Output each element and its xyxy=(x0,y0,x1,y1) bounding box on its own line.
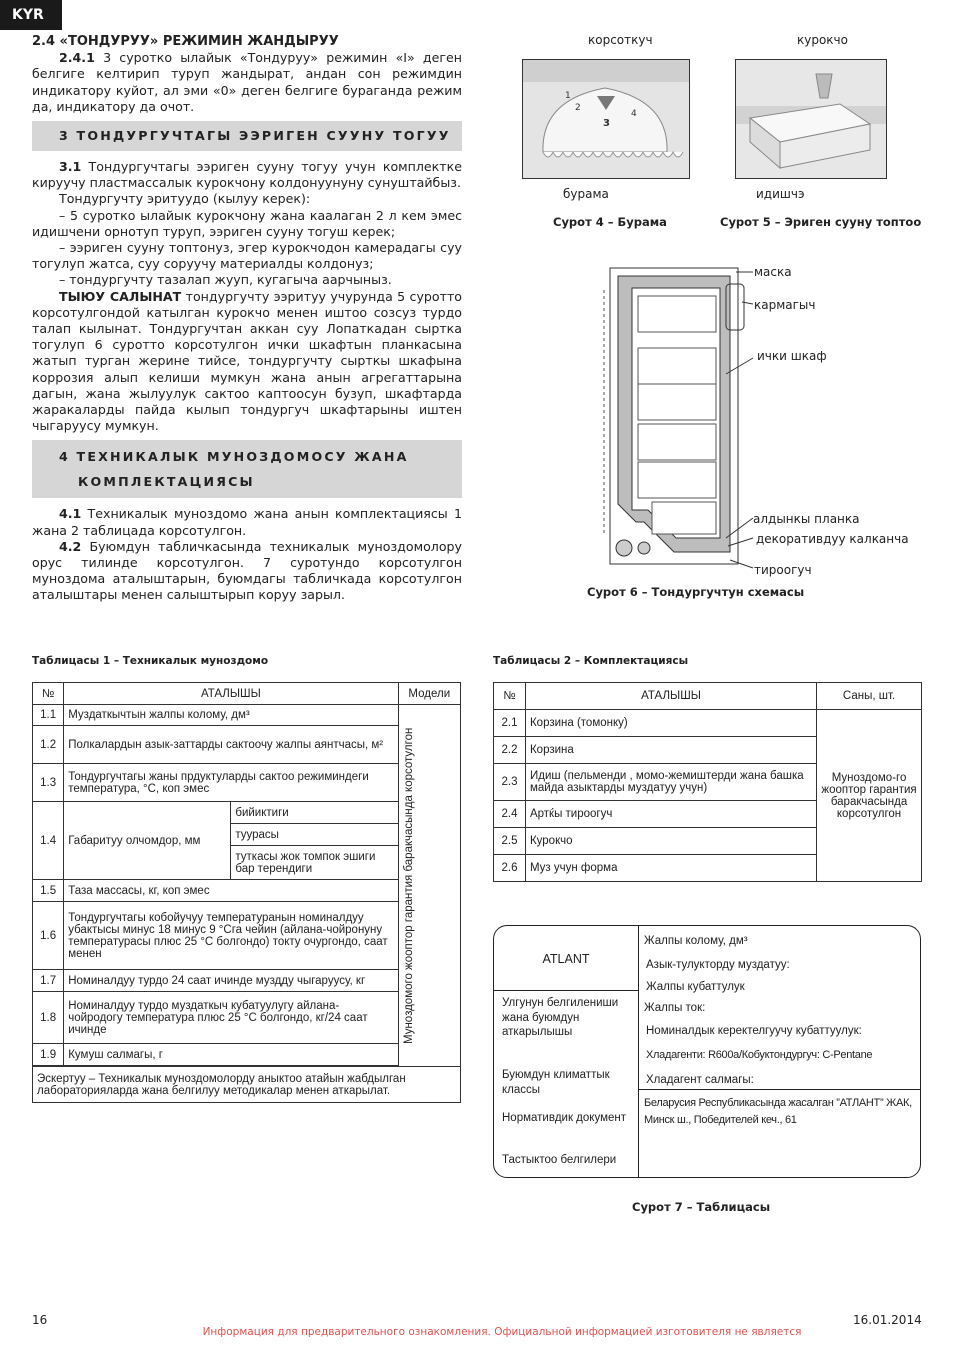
table-row: 2.4 Артќы тироогуч xyxy=(494,801,922,828)
page-number: 16 xyxy=(32,1313,48,1327)
table2-header: № xyxy=(494,683,526,710)
section-2-4-title: 2.4 «ТОНДУРУУ» РЕЖИМИН ЖАНДЫРУУ xyxy=(32,34,339,49)
section-3-band: 3 ТОНДУРГУЧТАГЫ ЭЭРИГЕН СУУНУ ТОГУУ xyxy=(32,121,462,151)
para-defrost: Тондургучту эритуудо (кылуу керек): xyxy=(59,191,311,207)
table-row: 2.6 Муз учун форма xyxy=(494,855,922,882)
table2 xyxy=(493,682,922,882)
plate-field: Азык-тулукторду муздатуу: xyxy=(646,959,790,971)
fig6-label-stop: тироогуч xyxy=(754,563,812,577)
plate-brand: ATLANT xyxy=(542,952,590,966)
table-row: 1.8 Номиналдуу турдо муздаткыч кубатуулугу айлана-чойродогу температура плюс 25 °С болгондо, кг/24 саат ичинде xyxy=(33,992,461,1044)
fig4-indicator-label: корсоткуч xyxy=(588,33,653,47)
plate-field: Жалпы кубаттулук xyxy=(646,981,745,993)
table-row: 1.5 Таза массасы, кг, коп эмес xyxy=(33,880,461,902)
fig5-container-label: идишчэ xyxy=(756,187,805,201)
dial-number: 3 xyxy=(603,118,610,129)
left-text-column xyxy=(32,34,462,604)
table-row: 2.1 Корзина (томонку) Муноздомо-го жооптор гарантия баракчасында корсотулгон xyxy=(494,710,922,737)
fig7-caption: Сурот 7 – Таблицасы xyxy=(632,1200,771,1214)
table-row: 1.3 Тондургучтагы жаны прдуктуларды сактоо режиминдеги температура, °С, коп эмес xyxy=(33,764,461,802)
document-date: 16.01.2014 xyxy=(853,1313,922,1327)
table-row: туурасы xyxy=(33,824,461,846)
fig5-spout-label: курокчо xyxy=(797,33,848,47)
table-row: 1.6 Тондургучтагы кобойучуу температуранын номиналдуу убактысы минус 18 минус 9 °Cга чейин (айлана-чойронуну температурасы плюс 25 °С болгондо) токту очургондо, саат менен xyxy=(33,902,461,970)
plate-field: Хладагент салмагы: xyxy=(646,1074,754,1086)
plate-field: Жалпы ток: xyxy=(644,1002,706,1014)
table-row: 1.1 Муздаткычтын жалпы колому, дм³ Муноздомого жооптор гарантия баракчасында корсотулгон xyxy=(33,705,461,726)
fig6-label-mask: маска xyxy=(754,265,792,279)
plate-manufacturer: Беларусия Республикасында жасалган ”АТЛАНТ” ЖАК, Минск ш., Победителей кеч., 61 xyxy=(644,1097,912,1126)
table-row: 2.5 Курокчо xyxy=(494,828,922,855)
fig6-caption: Сурот 6 – Тондургучтун схемасы xyxy=(587,585,805,599)
table1-header: Модели xyxy=(398,683,460,705)
para-4-2: 4.2 Буюмдун табличкасында техникалык муноздомолору орус тилинде корсотулгон. 7 суротундо корсотулгон муноздома аталыштарын, буюмдагы табличкада корсотулгон аталыштары менен салыштырып коруу зарыл. xyxy=(32,538,462,603)
table-row: 1.2 Полкалардын азык-заттарды сактоочу жалпы аянтчасы, м² xyxy=(33,726,461,764)
dial-number: 1 xyxy=(565,91,571,101)
table1-header: № xyxy=(33,683,64,705)
plate-field: Хладагенти: R600a/Кобуктондургуч: С-Pentane xyxy=(646,1049,873,1061)
para-4-1: 4.1 Техникалык муноздомо жана анын комплектациясы 1 жана 2 таблицада корсотулгон. xyxy=(32,506,462,538)
dial-number: 2 xyxy=(575,103,581,113)
table-row xyxy=(33,1067,461,1103)
warning-paragraph: ТЫЮУ САЛЫНАТ тондургучту ээритуу учурунда 5 суротто корсотулгондой катылган курокчо менен иштоо созсуз турдо талап кылынат. Тондургучтан аккан суу Лопаткадан сыртка тогулуп 6 суротто корсотулгон ички шкафтын планкасына жатып турган жерине тийсе, тондургучту сырткы шкафына коррозия алып келиши мумкун жана анын агрегаттарына дагын, жана жылуулук сактоо каптоосун бузуп, шкафтарда жаракаларды пайда кылып тондургуч шкафтарыны иштен чыгаруусу мумкун. xyxy=(32,288,462,434)
bullet-3: – тондургучту тазалап жууп, кугагыча аарчыныз. xyxy=(59,272,392,288)
table-row: 2.3 Идиш (пельменди , момо-жемиштерди жана башка майда азыктарды муздатуу учун) xyxy=(494,764,922,801)
table1 xyxy=(32,682,461,1103)
bullet-1: – 5 суротко ылайык курокчону жана каалаган 2 л кем эмес идишчени орнотуп туруп, ээриген сууну тогуш керек; xyxy=(32,207,462,239)
fig5-caption: Сурот 5 – Эриген сууну топтоо xyxy=(720,215,922,229)
plate-normative-label: Нормативдик документ xyxy=(502,1112,626,1124)
table1-model-note-cell: Муноздомого жооптор гарантия баракчасында корсотулгон xyxy=(398,705,460,1067)
table1-note: Эскертуу – Техникалык муноздомолорду аныктоо атайын жабдылган лабораторияларда жана белгилуу методикалар менен аткарылат. xyxy=(33,1067,461,1103)
plate-model-label: Улгунун белгилениши жана буюмдун аткарылышы xyxy=(502,997,619,1038)
language-tag: KYR xyxy=(0,0,62,30)
table-row: 1.4 Габаритуу олчомдор, мм бийиктиги xyxy=(33,802,461,824)
table2-caption: Таблицасы 2 – Комплектациясы xyxy=(493,655,689,667)
table-row: 2.2 Корзина xyxy=(494,737,922,764)
plate-divider xyxy=(638,926,639,1177)
plate-climate-label: Буюмдун климаттык классы xyxy=(502,1069,610,1096)
rating-plate xyxy=(493,925,921,1178)
dial-number: 4 xyxy=(631,109,637,119)
plate-field: Жалпы колому, дм³ xyxy=(644,935,748,947)
fig4-dial-photo xyxy=(522,59,690,179)
section-4-band: 4 ТЕХНИКАЛЫК МУНОЗДОМОСУ ЖАНА КОМПЛЕКТАЦИЯСЫ xyxy=(32,440,462,498)
table1-header: АТАЛЫШЫ xyxy=(64,683,398,705)
table-row: туткасы жок томпок эшиги бар терендиги xyxy=(33,846,461,880)
para-2-4-1: 2.4.1 3 суротко ылайык «Тондуруу» режимин «I» деген белгиге келтирип туруп жандырат, андан сон режимдин индикатору куйот, ал эми «0» деген белгиге бураганда режим да, индикатору да очот. xyxy=(32,50,462,114)
table2-header: АТАЛЫШЫ xyxy=(525,683,816,710)
plate-field: Номиналдык керектелгуучу кубаттуулук: xyxy=(646,1025,862,1037)
fig6-label-decorative-shield: декоративдуу калканча xyxy=(756,532,909,546)
plate-divider xyxy=(494,990,639,991)
fig5-tray-photo xyxy=(735,59,887,179)
para-3-1: 3.1 Тондургучтагы ээриген сууну тогуу учун комплектке кируучу пластмассалык курокчону колдонуунуну сунуштайбыз. xyxy=(32,159,462,191)
plate-cert-label: Тастыктоо белгилери xyxy=(502,1154,617,1166)
fig6-label-handle: кармагыч xyxy=(754,298,816,312)
table2-qty-note: Муноздомо-го жооптор гарантия баракчасында корсотулгон xyxy=(817,710,922,882)
fig6-label-front-plank: алдынкы планка xyxy=(753,512,860,526)
bullet-2: – ээриген сууну топтонуз, эгер курокчодон камерадагы суу тогулуп жатса, суу соруучу материалды колдонуз; xyxy=(32,240,462,272)
fig6-freezer-schematic xyxy=(596,262,756,582)
table2-header: Саны, шт. xyxy=(817,683,922,710)
fig4-caption: Сурот 4 – Бурама xyxy=(553,215,667,229)
disclaimer: Информация для предварительного ознакомления. Официальной информацией изготовителя не является xyxy=(202,1326,802,1338)
table1-caption: Таблицасы 1 – Техникалык муноздомо xyxy=(32,655,269,667)
plate-divider xyxy=(639,1089,921,1090)
table-row: 1.9 Кумуш салмагы, г xyxy=(33,1044,461,1066)
table-row: 1.7 Номиналдуу турдо 24 саат ичинде муздду чыгаруусу, кг xyxy=(33,970,461,992)
fig6-label-inner-cabinet: ички шкаф xyxy=(757,349,827,363)
fig4-knob-label: бурама xyxy=(563,187,609,201)
